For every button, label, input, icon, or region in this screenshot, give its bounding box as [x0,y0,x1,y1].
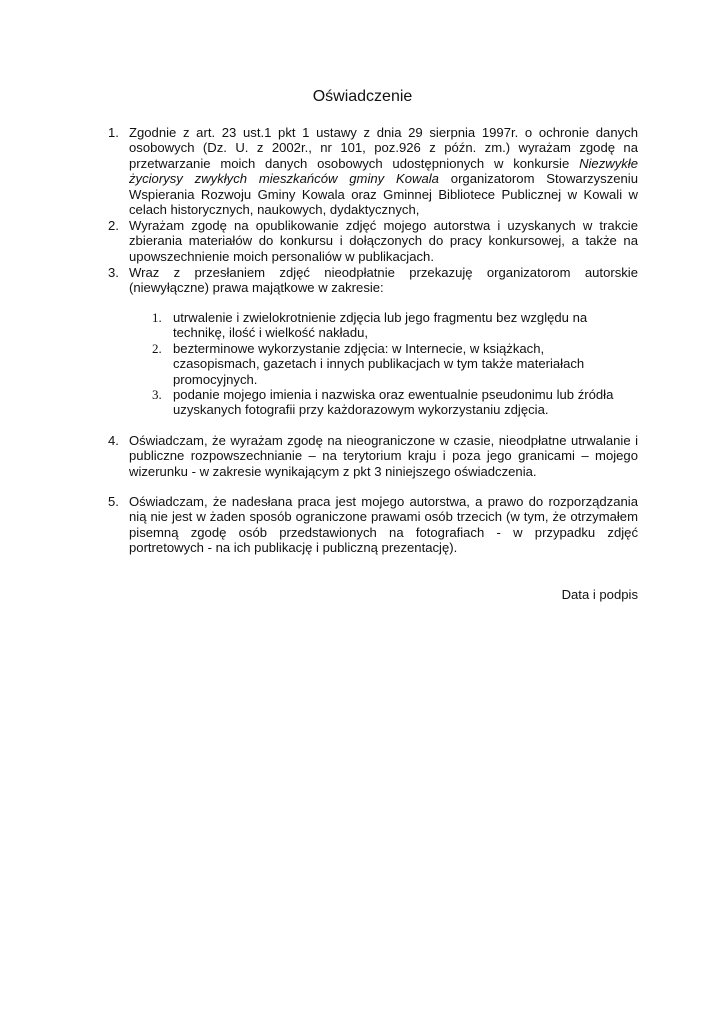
list-item-text: Oświadczam, że nadesłana praca jest mojego autorstwa, a prawo do rozporządzania nią nie jest w żaden sposób ograniczone prawami osób trzecich (w tym, że otrzymałem pisemną zgodę osób przedstawionych na fotografiach - w przypadku zdjęć portretowych - na ich publikację i publiczną prezentację). [129,494,638,556]
list-item-number: 3. [108,265,119,280]
list-item-text: Zgodnie z art. 23 ust.1 pkt 1 ustawy z dnia 29 sierpnia 1997r. o ochronie danych osobowych (Dz. U. z 2002r., nr 101, poz.926 z późn. zm.) wyrażam zgodę na przetwarzanie moich danych osobowych udostępnionych w konkursie Niezwykłe życiorysy zwykłych mieszkańców gminy Kowala organizatorom Stowarzyszeniu Wspierania Rozwoju Gminy Kowala oraz Gminnej Bibliotece Publicznej w Kowali w celach historycznych, naukowych, dydaktycznych, [129,125,639,218]
list-item [108,125,638,217]
list-item [108,494,638,556]
document-title: Oświadczenie [312,88,413,105]
sub-list-item-text: utrwalenie i zwielokrotnienie zdjęcia lub jego fragmentu bez względu na technikę, ilość i wielkość nakładu, [173,310,588,341]
sub-list-item [152,341,632,387]
sub-list-item-number: 3. [152,387,162,402]
signature-label: Data i podpis [561,587,638,602]
list-item-number: 4. [108,433,119,448]
sub-list-item [152,310,632,341]
list-item-text: Wraz z przesłaniem zdjęć nieodpłatnie przekazuję organizatorom autorskie (niewyłączne) prawa majątkowe w zakresie: [129,265,638,296]
list-item [108,265,638,296]
sub-list-item-text: bezterminowe wykorzystanie zdjęcia: w Internecie, w książkach, czasopismach, gazetach i innych publikacjach w tym także materiałach promocyjnych. [173,341,585,387]
sub-list-item-number: 2. [152,341,162,356]
list-item-number: 1. [108,125,119,140]
contest-name: Niezwykłe życiorysy zwykłych mieszkańców gminy Kowala [129,155,638,187]
sub-list-item [152,387,632,418]
list-item-text: Wyrażam zgodę na opublikowanie zdjęć mojego autorstwa i uzyskanych w trakcie zbierania materiałów do konkursu i dołączonych do pracy konkursowej, a także na upowszechnienie moich personaliów w publikacjach. [129,218,638,264]
list-item [108,218,638,264]
list-item-number: 5. [108,494,119,509]
list-item-number: 2. [108,218,119,233]
list-item [108,433,638,479]
sub-list-item-text: podanie mojego imienia i nazwiska oraz ewentualnie pseudonimu lub źródła uzyskanych fotografii przy każdorazowym wykorzystaniu zdjęcia. [173,387,614,418]
sub-list-item-number: 1. [152,310,162,325]
list-item-text: Oświadczam, że wyrażam zgodę na nieograniczone w czasie, nieodpłatne utrwalanie i publiczne rozpowszechnianie – na terytorium kraju i poza jego granicami – mojego wizerunku - w zakresie wynikającym z pkt 3 niniejszego oświadczenia. [129,433,638,479]
